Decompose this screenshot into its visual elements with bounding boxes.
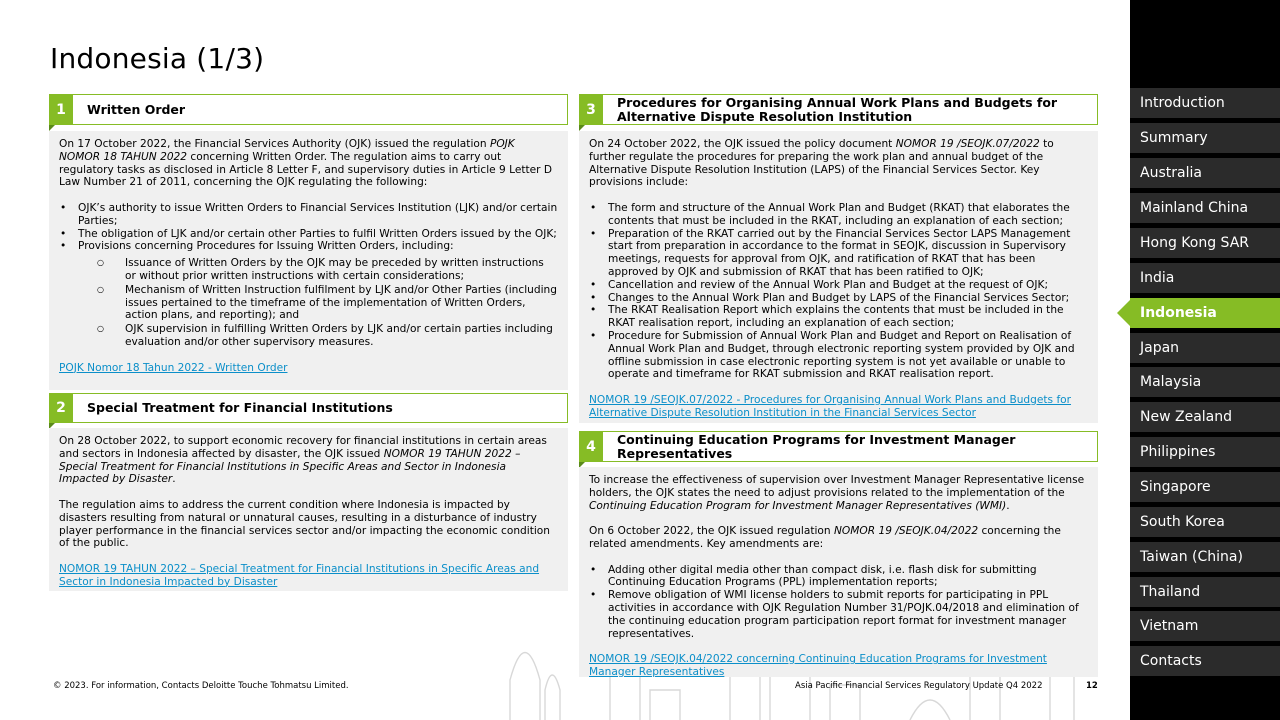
section-number-badge: 1 <box>49 94 73 125</box>
sidebar-item-malaysia[interactable]: Malaysia <box>1130 367 1280 397</box>
sidebar-item-japan[interactable]: Japan <box>1130 333 1280 363</box>
sidebar-item-vietnam[interactable]: Vietnam <box>1130 611 1280 641</box>
sidebar-item-taiwan-china[interactable]: Taiwan (China) <box>1130 542 1280 572</box>
list-item: ○ Mechanism of Written Instruction fulfilment by LJK and/or Other Parties (including issues pertained to the timeframe of the implementation of Written Orders, action plans, and reporting); and <box>78 284 558 322</box>
sidebar-item-india[interactable]: India <box>1130 263 1280 293</box>
section-3-body <box>579 131 1098 423</box>
list-item: • Remove obligation of WMI license holders to submit reports for participating in PPL activities in accordance with OJK Regulation Number 31/POJK.04/2018 and elimination of the continuing education program participation report format for investment manager representatives. <box>589 589 1088 640</box>
section-2-header <box>49 393 568 423</box>
footer-copyright: © 2023. For information, Contacts Deloitte Touche Tohmatsu Limited. <box>53 681 349 691</box>
sub-bullet-list <box>78 257 558 349</box>
sidebar-item-indonesia[interactable]: Indonesia <box>1130 298 1280 328</box>
section-title: Written Order <box>87 101 186 117</box>
section-3-header <box>579 94 1098 125</box>
section-1-body <box>49 131 568 390</box>
sidebar-nav <box>1130 0 1280 720</box>
sidebar-item-thailand[interactable]: Thailand <box>1130 577 1280 607</box>
sidebar-item-south-korea[interactable]: South Korea <box>1130 507 1280 537</box>
regulation-link[interactable]: POJK Nomor 18 Tahun 2022 - Written Order <box>59 361 288 374</box>
sidebar-item-singapore[interactable]: Singapore <box>1130 472 1280 502</box>
bullet-list <box>589 564 1088 641</box>
section-title: Continuing Education Programs for Investment Manager Representatives <box>617 431 1016 461</box>
section-intro: On 17 October 2022, the Financial Services Authority (OJK) issued the regulation POJK NOMOR 18 TAHUN 2022 concerning Written Order. The regulation aims to carry out regulatory tasks as disclosed in Article 8 Letter F, and supervisory duties in Article 9 Letter D Law Number 21 of 2011, concerning the OJK regulating the following: <box>59 138 553 189</box>
bullet-list <box>589 202 1088 381</box>
sidebar-item-hong-kong-sar[interactable]: Hong Kong SAR <box>1130 228 1280 258</box>
list-item: • The obligation of LJK and/or certain other Parties to fulfil Written Orders issued by the OJK; <box>59 228 558 241</box>
page-title: Indonesia (1/3) <box>50 42 265 75</box>
section-number-badge: 4 <box>579 431 603 462</box>
list-item: • The RKAT Realisation Report which explains the contents that must be included in the RKAT realisation report, including an explanation of each section; <box>589 304 1088 330</box>
bullet-list <box>59 202 558 349</box>
page-number: 12 <box>1086 681 1098 691</box>
list-item: ○ OJK supervision in fulfilling Written Orders by LJK and/or certain parties including evaluation and/or other supervisory measures. <box>78 323 558 349</box>
sidebar-item-philippines[interactable]: Philippines <box>1130 437 1280 467</box>
list-item: • Cancellation and review of the Annual Work Plan and Budget at the request of OJK; <box>589 279 1088 292</box>
section-paragraph: On 28 October 2022, to support economic recovery for financial institutions in certain areas and sectors in Indonesia affected by disaster, the OJK issued NOMOR 19 TAHUN 2022 – Special Treatment for Financial Institutions in Specific Areas and Sector in Indonesia Impacted by Disaster. <box>59 435 547 486</box>
sidebar-item-introduction[interactable]: Introduction <box>1130 88 1280 118</box>
section-paragraph: On 6 October 2022, the OJK issued regulation NOMOR 19 /SEOJK.04/2022 concerning the related amendments. Key amendments are: <box>589 525 1061 550</box>
list-item: • Procedure for Submission of Annual Work Plan and Budget and Report on Realisation of Annual Work Plan and Budget, through electronic reporting system provided by OJK and offline submission in case electronic reporting system is not yet available or unable to operate and timeframe for RKAT submission and RKAT realisation report. <box>589 330 1088 381</box>
section-4-body <box>579 467 1098 677</box>
section-4-header <box>579 431 1098 462</box>
sidebar-item-summary[interactable]: Summary <box>1130 123 1280 153</box>
footer-publication: Asia Pacific Financial Services Regulatory Update Q4 2022 <box>795 681 1043 691</box>
regulation-link[interactable]: NOMOR 19 /SEOJK.04/2022 concerning Continuing Education Programs for Investment Manager Representatives <box>589 653 1047 678</box>
list-item: • Provisions concerning Procedures for Issuing Written Orders, including: ○ Issuance of Written Orders by the OJK may be preceded by written instructions or without prior written instructions with certain considerations; ○ Mechanism of Written Instruction fulfilment by LJK and/or Other Parties (including issues pertained to the timeframe of the implementation of Written Orders, action plans, and reporting); and ○ OJK supervision in fulfilling Written Orders by LJK and/or certain parties including evaluation and/or other supervisory measures. <box>59 240 558 348</box>
list-item: • The form and structure of the Annual Work Plan and Budget (RKAT) that elaborates the contents that must be included in the RKAT, including an explanation of each section; <box>589 202 1088 228</box>
list-item: • Preparation of the RKAT carried out by the Financial Services Sector LAPS Management start from preparation in accordance to the format in SEOJK, discussion in Supervisory meetings, requests for approval from OJK, and ratification of RKAT that has been approved by OJK and submission of RKAT that has been ratified to OJK; <box>589 228 1088 279</box>
list-item: • Changes to the Annual Work Plan and Budget by LAPS of the Financial Services Sector; <box>589 292 1088 305</box>
regulation-link[interactable]: NOMOR 19 /SEOJK.07/2022 - Procedures for Organising Annual Work Plans and Budgets for Alternative Dispute Resolution Institution in the Financial Services Sector <box>589 393 1072 419</box>
regulation-link[interactable]: NOMOR 19 TAHUN 2022 – Special Treatment for Financial Institutions in Specific Areas and Sector in Indonesia Impacted by Disaster <box>59 562 540 588</box>
list-item: ○ Issuance of Written Orders by the OJK may be preceded by written instructions or without prior written instructions with certain considerations; <box>78 257 558 283</box>
sidebar-item-australia[interactable]: Australia <box>1130 158 1280 188</box>
section-number-badge: 3 <box>579 94 603 125</box>
active-nav-pointer-icon <box>1117 300 1130 326</box>
sidebar-item-new-zealand[interactable]: New Zealand <box>1130 402 1280 432</box>
section-intro: On 24 October 2022, the OJK issued the policy document NOMOR 19 /SEOJK.07/2022 to further regulate the procedures for preparing the work plan and annual budget of the Alternative Dispute Resolution Institution (LAPS) of the Financial Services Sector. Key provisions include: <box>589 138 1054 189</box>
section-2-body <box>49 428 568 591</box>
section-1-header <box>49 94 568 125</box>
list-item: • Adding other digital media other than compact disk, i.e. flash disk for submitting Continuing Education Programs (PPL) implementation reports; <box>589 564 1088 590</box>
list-item: • OJK’s authority to issue Written Orders to Financial Services Institution (LJK) and/or certain Parties; <box>59 202 558 228</box>
sidebar-item-contacts[interactable]: Contacts <box>1130 646 1280 676</box>
sidebar-item-mainland-china[interactable]: Mainland China <box>1130 193 1280 223</box>
section-paragraph: To increase the effectiveness of supervision over Investment Manager Representative license holders, the OJK states the need to adjust provisions related to the implementation of the Continuing Education Program for Investment Manager Representatives (WMI). <box>589 474 1085 512</box>
section-title: Procedures for Organising Annual Work Plans and Budgets for Alternative Dispute Resolution Institution <box>617 94 1058 124</box>
section-title: Special Treatment for Financial Institutions <box>87 400 393 415</box>
section-number-badge: 2 <box>49 393 73 423</box>
section-paragraph: The regulation aims to address the current condition where Indonesia is impacted by disasters resulting from natural or unnatural causes, resulting in a disturbance of industry player performance in the financial services sector and/or impacting the economic condition of the public. <box>59 498 550 550</box>
